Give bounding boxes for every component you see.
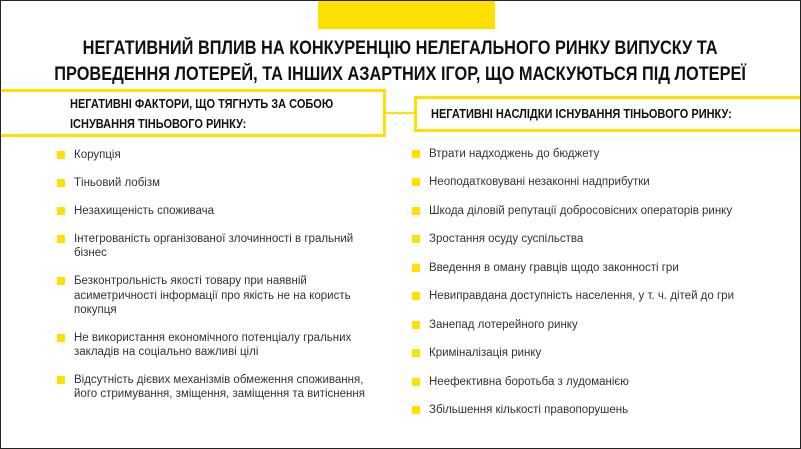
- slide-title: [0, 36, 801, 88]
- list-item-text: Корупція: [74, 149, 121, 161]
- factors-header-box: [0, 89, 386, 137]
- factors-header: [70, 94, 333, 134]
- bullet-square-icon: [57, 334, 65, 342]
- list-item-text: Введення в оману гравців щодо законності гри: [429, 261, 679, 274]
- connector-line: [385, 112, 415, 114]
- list-item-text: Інтегрованість організованої злочинності в гральний бізнес: [74, 232, 354, 260]
- list-item-text: Неоподатковувані незаконні надприбутки: [429, 176, 650, 189]
- bullet-square-icon: [412, 264, 420, 272]
- list-item: [412, 232, 792, 246]
- factors-list: [57, 148, 387, 415]
- list-item: [412, 403, 792, 417]
- consequences-header-box: [414, 96, 801, 132]
- list-item-text: Тіньовий лобізм: [74, 176, 161, 189]
- list-item: [412, 204, 792, 218]
- bullet-square-icon: [57, 151, 65, 159]
- list-item: [412, 175, 792, 189]
- bullet-square-icon: [412, 406, 420, 414]
- list-item-text: Збільшення кількості правопорушень: [429, 404, 629, 417]
- bullet-square-icon: [412, 292, 420, 300]
- list-item: [57, 331, 387, 360]
- list-item: [412, 261, 792, 275]
- title-line-2: ПРОВЕДЕННЯ ЛОТЕРЕЙ, ТА ІНШИХ АЗАРТНИХ ІГОР, ЩО МАСКУЮТЬСЯ ПІД ЛОТЕРЕЇ: [54, 64, 747, 85]
- bullet-square-icon: [412, 321, 420, 329]
- factors-header-line-2: ІСНУВАННЯ ТІНЬОВОГО РИНКУ:: [70, 117, 247, 131]
- list-item-text: Не використання економічного потенціалу гральних закладів на соціально важливі цілі: [74, 331, 352, 359]
- list-item: [412, 147, 792, 161]
- list-item-text: Зростання осуду суспільства: [429, 233, 584, 246]
- list-item-text: Втрати надходжень до бюджету: [429, 148, 600, 160]
- list-item: [412, 289, 792, 303]
- list-item: [57, 176, 387, 190]
- list-item: [412, 375, 792, 389]
- list-item: [57, 373, 387, 402]
- bullet-square-icon: [412, 150, 420, 158]
- list-item: [57, 232, 387, 261]
- list-item-text: Криміналізація ринку: [429, 347, 542, 360]
- list-item: [57, 204, 387, 218]
- title-line-1: НЕГАТИВНИЙ ВПЛИВ НА КОНКУРЕНЦІЮ НЕЛЕГАЛЬНОГО РИНКУ ВИПУСКУ ТА: [83, 38, 718, 59]
- bullet-square-icon: [57, 179, 65, 187]
- list-item-text: Неефективна боротьба з лудоманією: [429, 375, 629, 388]
- bullet-square-icon: [57, 207, 65, 215]
- list-item: [412, 346, 792, 360]
- list-item: [412, 318, 792, 332]
- list-item-text: Безконтрольність якості товару при наявній асиметричності інформації про якість не на користь покупця: [74, 275, 351, 316]
- list-item: [57, 274, 387, 317]
- consequences-header: НЕГАТИВНІ НАСЛІДКИ ІСНУВАННЯ ТІНЬОВОГО РИНКУ:: [431, 107, 732, 121]
- bullet-square-icon: [57, 277, 65, 285]
- bullet-square-icon: [412, 378, 420, 386]
- bullet-square-icon: [57, 235, 65, 243]
- bullet-square-icon: [412, 235, 420, 243]
- list-item-text: Шкода діловій репутації добросовісних операторів ринку: [429, 204, 733, 217]
- bullet-square-icon: [57, 376, 65, 384]
- list-item-text: Невиправдана доступність населення, у т. ч. дітей до гри: [429, 290, 734, 303]
- list-item-text: Відсутність дієвих механізмів обмеження споживання, його стримування, зміщення, заміщення та витіснення: [74, 374, 365, 401]
- consequences-list: [412, 147, 792, 432]
- bullet-square-icon: [412, 207, 420, 215]
- list-item: [57, 148, 387, 162]
- bullet-square-icon: [412, 178, 420, 186]
- factors-header-line-1: НЕГАТИВНІ ФАКТОРИ, ЩО ТЯГНУТЬ ЗА СОБОЮ: [70, 97, 334, 111]
- accent-bar: [318, 0, 495, 29]
- list-item-text: Занепад лотерейного ринку: [429, 318, 578, 331]
- bullet-square-icon: [412, 349, 420, 357]
- list-item-text: Незахищеність споживача: [74, 204, 214, 217]
